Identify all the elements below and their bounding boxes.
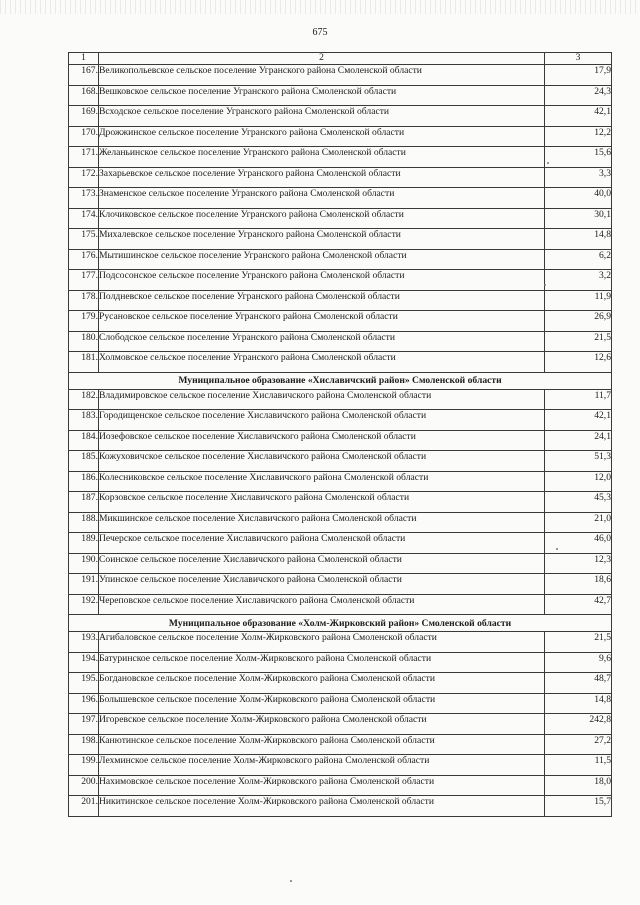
row-number: 173.: [69, 188, 99, 209]
table-row: [69, 331, 612, 352]
scan-speck: [290, 880, 292, 882]
table-row: [69, 693, 612, 714]
table-row: [69, 632, 612, 653]
row-value: 48,7: [545, 673, 612, 694]
row-number: 191.: [69, 574, 99, 595]
row-number: 178.: [69, 290, 99, 311]
row-number: 182.: [69, 389, 99, 410]
settlement-name: Батуринское сельское поселение Холм-Жирковского района Смоленской области: [99, 652, 545, 673]
row-number: 175.: [69, 229, 99, 250]
settlement-name: Агибаловское сельское поселение Холм-Жирковского района Смоленской области: [99, 632, 545, 653]
table-row: [69, 755, 612, 776]
settlement-name: Клочиковское сельское поселение Угранского района Смоленской области: [99, 208, 545, 229]
settlement-name: Корзовское сельское поселение Хиславичского района Смоленской области: [99, 492, 545, 513]
settlement-name: Нахимовское сельское поселение Холм-Жирковского района Смоленской области: [99, 775, 545, 796]
scan-speck: [547, 162, 549, 164]
row-value: 3,3: [545, 167, 612, 188]
row-value: 21,5: [545, 331, 612, 352]
row-value: 51,3: [545, 451, 612, 472]
table-row: [69, 451, 612, 472]
row-number: 199.: [69, 755, 99, 776]
row-value: 30,1: [545, 208, 612, 229]
table-row: [69, 290, 612, 311]
settlement-name: Упинское сельское поселение Хиславичского района Смоленской области: [99, 574, 545, 595]
row-number: 180.: [69, 331, 99, 352]
row-number: 198.: [69, 734, 99, 755]
row-number: 185.: [69, 451, 99, 472]
row-number: 194.: [69, 652, 99, 673]
row-value: 12,0: [545, 471, 612, 492]
settlement-name: Колесниковское сельское поселение Хиславичского района Смоленской области: [99, 471, 545, 492]
scan-speck: [544, 284, 546, 286]
row-number: 201.: [69, 796, 99, 817]
settlement-name: Подсосонское сельское поселение Угранского района Смоленской области: [99, 270, 545, 291]
settlement-name: Мытишинское сельское поселение Угранского района Смоленской области: [99, 249, 545, 270]
row-value: 9,6: [545, 652, 612, 673]
row-value: 42,1: [545, 106, 612, 127]
row-number: 200.: [69, 775, 99, 796]
row-number: 174.: [69, 208, 99, 229]
row-value: 24,3: [545, 85, 612, 106]
section-header-row: [69, 372, 612, 389]
table-row: [69, 574, 612, 595]
settlement-name: Череповское сельское поселение Хиславичского района Смоленской области: [99, 594, 545, 615]
settlement-name: Михалевское сельское поселение Угранского района Смоленской области: [99, 229, 545, 250]
scan-noise: [0, 0, 640, 14]
table-row: [69, 652, 612, 673]
table-row: [69, 410, 612, 431]
row-value: 11,5: [545, 755, 612, 776]
row-number: 172.: [69, 167, 99, 188]
row-value: 3,2: [545, 270, 612, 291]
table-row: [69, 734, 612, 755]
row-value: 14,8: [545, 693, 612, 714]
table-row: [69, 512, 612, 533]
column-header-3: 3: [545, 53, 612, 65]
table-row: [69, 167, 612, 188]
table-row: [69, 229, 612, 250]
row-value: 45,3: [545, 492, 612, 513]
settlement-name: Соинское сельское поселение Хиславичского района Смоленской области: [99, 553, 545, 574]
row-number: 188.: [69, 512, 99, 533]
row-number: 189.: [69, 533, 99, 554]
row-value: 12,2: [545, 126, 612, 147]
table-row: [69, 126, 612, 147]
row-number: 171.: [69, 147, 99, 168]
row-number: 169.: [69, 106, 99, 127]
settlement-name: Кожуховичское сельское поселение Хиславичского района Смоленской области: [99, 451, 545, 472]
row-number: 177.: [69, 270, 99, 291]
row-value: 26,9: [545, 311, 612, 332]
row-number: 183.: [69, 410, 99, 431]
row-value: 46,0: [545, 533, 612, 554]
row-number: 190.: [69, 553, 99, 574]
page-number: 675: [312, 27, 328, 38]
section-header-row: [69, 615, 612, 632]
row-value: 15,6: [545, 147, 612, 168]
settlement-name: Знаменское сельское поселение Угранского района Смоленской области: [99, 188, 545, 209]
table-row: [69, 188, 612, 209]
table-row: [69, 430, 612, 451]
section-title: Муниципальное образование «Холм-Жирковский район» Смоленской области: [69, 615, 612, 632]
table-row: [69, 270, 612, 291]
row-value: 12,3: [545, 553, 612, 574]
row-number: 167.: [69, 65, 99, 86]
row-number: 192.: [69, 594, 99, 615]
row-value: 40,0: [545, 188, 612, 209]
row-number: 187.: [69, 492, 99, 513]
row-value: 15,7: [545, 796, 612, 817]
row-number: 170.: [69, 126, 99, 147]
settlement-name: Микшинское сельское поселение Хиславичского района Смоленской области: [99, 512, 545, 533]
scan-speck: [556, 548, 558, 550]
table-row: [69, 673, 612, 694]
settlement-name: Иозефовское сельское поселение Хиславичского района Смоленской области: [99, 430, 545, 451]
settlement-name: Болышевское сельское поселение Холм-Жирковского района Смоленской области: [99, 693, 545, 714]
row-number: 176.: [69, 249, 99, 270]
row-number: 184.: [69, 430, 99, 451]
settlement-name: Полдневское сельское поселение Угранского района Смоленской области: [99, 290, 545, 311]
row-value: 21,0: [545, 512, 612, 533]
table-row: [69, 594, 612, 615]
row-value: 42,7: [545, 594, 612, 615]
column-header-2: 2: [99, 53, 545, 65]
table-body: [69, 53, 612, 817]
settlement-name: Слободское сельское поселение Угранского района Смоленской области: [99, 331, 545, 352]
settlement-name: Вешковское сельское поселение Угранского района Смоленской области: [99, 85, 545, 106]
row-value: 14,8: [545, 229, 612, 250]
row-value: 27,2: [545, 734, 612, 755]
row-value: 18,6: [545, 574, 612, 595]
settlement-name: Дрожжинское сельское поселение Угранского района Смоленской области: [99, 126, 545, 147]
table-row: [69, 85, 612, 106]
row-number: 181.: [69, 352, 99, 373]
settlement-name: Канютинское сельское поселение Холм-Жирковского района Смоленской области: [99, 734, 545, 755]
row-number: 168.: [69, 85, 99, 106]
row-value: 11,7: [545, 389, 612, 410]
table-row: [69, 714, 612, 735]
settlement-name: Богдановское сельское поселение Холм-Жирковского района Смоленской области: [99, 673, 545, 694]
table-row: [69, 775, 612, 796]
row-value: 17,9: [545, 65, 612, 86]
settlement-name: Желаньинское сельское поселение Угранского района Смоленской области: [99, 147, 545, 168]
table-row: [69, 352, 612, 373]
row-value: 42,1: [545, 410, 612, 431]
row-value: 21,5: [545, 632, 612, 653]
row-value: 6,2: [545, 249, 612, 270]
table-row: [69, 492, 612, 513]
settlement-name: Захарьевское сельское поселение Угранского района Смоленской области: [99, 167, 545, 188]
settlement-name: Лехминское сельское поселение Холм-Жирковского района Смоленской области: [99, 755, 545, 776]
table-header-row: [69, 53, 612, 65]
settlement-name: Владимировское сельское поселение Хиславичского района Смоленской области: [99, 389, 545, 410]
table-row: [69, 796, 612, 817]
row-number: 197.: [69, 714, 99, 735]
settlement-name: Русановское сельское поселение Угранского района Смоленской области: [99, 311, 545, 332]
column-header-1: 1: [69, 53, 99, 65]
row-value: 242,8: [545, 714, 612, 735]
data-table: [68, 52, 612, 817]
row-value: 18,0: [545, 775, 612, 796]
settlement-name: Никитинское сельское поселение Холм-Жирковского района Смоленской области: [99, 796, 545, 817]
row-number: 179.: [69, 311, 99, 332]
section-title: Муниципальное образование «Хиславичский район» Смоленской области: [69, 372, 612, 389]
row-number: 186.: [69, 471, 99, 492]
row-number: 196.: [69, 693, 99, 714]
table-row: [69, 147, 612, 168]
settlement-name: Игоревское сельское поселение Холм-Жирковского района Смоленской области: [99, 714, 545, 735]
settlement-name: Городищенское сельское поселение Хиславичского района Смоленской области: [99, 410, 545, 431]
settlement-name: Всходское сельское поселение Угранского района Смоленской области: [99, 106, 545, 127]
row-value: 11,9: [545, 290, 612, 311]
table-row: [69, 249, 612, 270]
row-number: 193.: [69, 632, 99, 653]
table-row: [69, 208, 612, 229]
table-row: [69, 389, 612, 410]
settlement-name: Холмовское сельское поселение Угранского района Смоленской области: [99, 352, 545, 373]
table-row: [69, 553, 612, 574]
table-row: [69, 533, 612, 554]
table-row: [69, 65, 612, 86]
settlement-name: Печерское сельское поселение Хиславичского района Смоленской области: [99, 533, 545, 554]
table-row: [69, 311, 612, 332]
row-number: 195.: [69, 673, 99, 694]
row-value: 12,6: [545, 352, 612, 373]
table-row: [69, 471, 612, 492]
row-value: 24,1: [545, 430, 612, 451]
table-row: [69, 106, 612, 127]
settlement-name: Великопольевское сельское поселение Угранского района Смоленской области: [99, 65, 545, 86]
